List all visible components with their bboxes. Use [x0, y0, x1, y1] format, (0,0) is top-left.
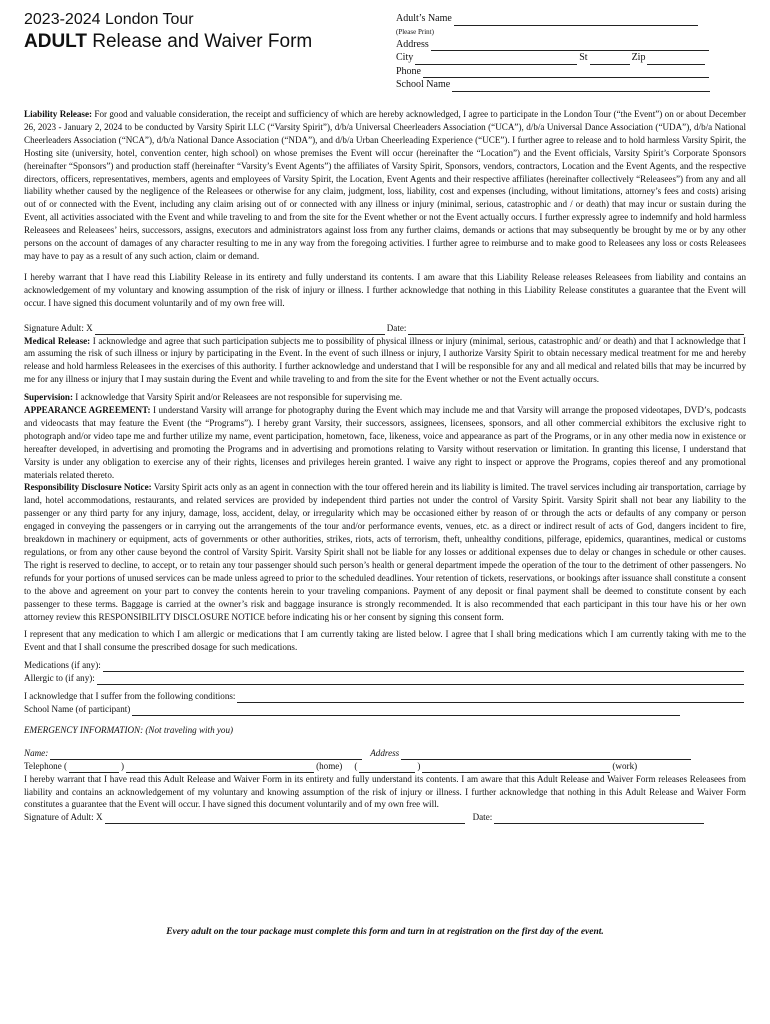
liability-heading: Liability Release:	[24, 109, 93, 119]
conditions-field[interactable]	[237, 693, 744, 703]
liability-release	[24, 108, 746, 263]
work-phone-field[interactable]	[422, 763, 610, 773]
school-participant-label: School Name (of participant)	[24, 703, 131, 714]
zip-field[interactable]	[647, 54, 705, 65]
emergency-name-label: Name:	[24, 747, 49, 758]
form-title-rest: Release and Waiver Form	[86, 31, 313, 52]
supervision-heading: Supervision:	[24, 392, 74, 403]
phone-label: Phone	[396, 65, 421, 77]
school-name-row	[396, 78, 726, 92]
allergic-label: Allergic to (if any):	[24, 673, 95, 684]
medications-field[interactable]	[103, 662, 744, 672]
form-body	[24, 108, 746, 824]
city-row	[396, 51, 726, 65]
allergic-row	[24, 672, 746, 685]
emergency-address-field[interactable]	[401, 750, 691, 760]
home-area-code-field[interactable]	[69, 763, 119, 773]
responsibility-heading: Responsibility Disclosure Notice:	[24, 482, 152, 493]
conditions-row	[24, 690, 746, 703]
medical-text: I acknowledge and agree that such participation subjects me to possibility of physical illness or injury (minimal, serious, catastrophic and/ or death) and that I acknowledge that I am assuming the risk of such illness or injury by participating in the Event. In the event of such illness or injury, I authorize Varsity Spirit to obtain necessary medical treatment for me and hereby release and hold harmless Releasees in the exercises of this authority. I further acknowledge and understand that I will be responsible for any and all medical and related bills that may be incurred by me for any illness or injury that I may sustain during the Event and while traveling to and from the site for the Event whether or not the Event actually occurs.	[24, 335, 746, 385]
address-row	[396, 38, 726, 52]
home-label: (home)	[316, 760, 343, 771]
emergency-name-field[interactable]	[50, 750, 362, 760]
warrant-paragraph-2: I hereby warrant that I have read this Adult Release and Waiver Form in its entirety and fully understand its contents. I am aware that this Adult Release and Waiver Form releases Releasees from liability and contains an acknowledgement of my voluntary and knowing assumption of the risk of injury or illness. I further acknowledge that nothing in this Adult Release and Waiver Form constitutes a guarantee that the Event will occur. I have signed this document voluntarily and of my own free will.	[24, 773, 746, 810]
supervision-text: I acknowledge that Varsity Spirit and/or Releasees are not responsible for supervising me.	[73, 392, 403, 403]
appearance-text: I understand Varsity will arrange for photography during the Event which may include me and that Varsity will arrange the proposed videotapes, DVD’s, podcasts and videocasts that may feature the Event (the “Programs”). I hereby grant Varsity, their successors, assignees, licensees, sponsors, and all other commercial exhibitors the exclusive right to photograph and/or video tape me and further utilize my name, event participation, hometown, face, likeness, voice and appearance as part of the Programs, or in any other media now in existence or hereafter developed, in advertising and promoting the Programs and in advertising and promotions relating to Varsity without reservation or limitation. In granting this license, I understand that Varsity is under any obligation to exercise any of their rights, licenses and privileges herein granted. I waive any right to inspect or approve the Programs, copies thereof and any promotional materials related thereto.	[24, 405, 747, 480]
please-print-note: (Please Print)	[396, 27, 434, 36]
liability-text: For good and valuable consideration, the receipt and sufficiency of which are hereby acknowledged, I agree to participate in the London Tour (“the Event”) on or about December 26, 2023 - January 2, 2024 to be conducted by Varsity Spirit LLC (“Varsity Spirit”), d/b/a Universal Cheerleaders Association (“UCA”), d/b/a Universal Dance Association (“UDA”), d/b/a National Cheerleaders Association (“NCA”), d/b/a National Dance Association (“NDA”), and d/b/a Urban Cheerleading Experience (“UCE”). I further agree to release and to hold harmless Varsity Spirit, the Hosting site (university, hotel, convention center, high school) on whose premises the Event will occur (hereinafter the “Location”) and the Event officials, Varsity Spirit’s Corporate Sponsors (hereinafter “Sponsors”) and production staff (hereinafter “Varsity’s Event Agents”) the affiliates of Varsity Spirit, Sponsors, vendors, contractors, Location and the Event Agents, and the respective directors, officers, representatives, members, agents and employees of Varsity Spirit, the Location, Event Agents and their respective affiliates (hereinafter collectively “Releasees”) from any and all liability whether caused by the negligence of the Releasees or otherwise for any claim, judgment, loss, liability, cost and expenses (including, without limitations, attorney’s fees and costs) arising out of or connected with the Event, including any claim arising out of or connected with any illness or injury (minimal, serious, catastrophic and / or death) that may incur or sustain during the Event, all activities associated with the Event and while traveling to and from the site for the Event whether or not the Event actually occurs. I further expressly agree to indemnify and hold harmless Releasees and Releasees’ heirs, successors, assigns, executors and administrators against loss from any further claims, demands or actions that may subsequently be brought by me or by any other persons on the account of damages of any character resulting to me in any way from the foregoing activities. I further agree to reimburse and to make good to Releasees any loss or costs Releasees may have to pay as a result of any such action, claim or demand.	[24, 109, 746, 261]
date-label-1: Date:	[386, 322, 407, 333]
work-label: (work)	[612, 760, 638, 771]
work-area-code-field[interactable]	[359, 763, 415, 773]
telephone-label: Telephone (	[24, 760, 68, 771]
form-title	[24, 30, 364, 54]
phone-row	[396, 65, 726, 79]
adult-name-field[interactable]	[454, 15, 698, 26]
tour-title: 2023-2024 London Tour	[24, 11, 194, 28]
signature-field-2[interactable]	[105, 814, 465, 824]
school-name-field[interactable]	[452, 81, 710, 92]
paren-close-1: )	[121, 760, 125, 771]
date-field-1[interactable]	[408, 325, 744, 335]
school-name-label: School Name	[396, 79, 451, 90]
please-print-row	[396, 26, 726, 38]
date-label-2: Date:	[472, 812, 493, 823]
telephone-row	[24, 760, 746, 773]
adult-name-label: Adult’s Name	[396, 13, 452, 24]
signature-row-1	[24, 322, 746, 335]
signature-row-2	[24, 811, 746, 824]
supervision	[24, 391, 746, 404]
state-field[interactable]	[590, 54, 630, 65]
signature-field-1[interactable]	[95, 325, 385, 335]
state-label: St	[579, 52, 588, 63]
city-label: City	[396, 52, 414, 63]
emergency-address-label: Address	[370, 747, 400, 758]
paren-close-2: )	[417, 760, 421, 771]
city-field[interactable]	[415, 54, 577, 65]
home-phone-field[interactable]	[126, 763, 314, 773]
medications-label: Medications (if any):	[24, 660, 101, 671]
phone-field[interactable]	[423, 67, 709, 78]
address-block	[396, 12, 726, 92]
emergency-heading: EMERGENCY INFORMATION: (Not traveling with you)	[24, 724, 234, 735]
form-title-bold: ADULT	[24, 31, 87, 52]
address-field[interactable]	[431, 40, 709, 51]
appearance-heading: APPEARANCE AGREEMENT:	[24, 405, 151, 416]
school-participant-row	[24, 703, 746, 716]
medical-release	[24, 335, 746, 387]
address-label: Address	[396, 38, 429, 50]
allergic-field[interactable]	[97, 675, 744, 685]
footer-note: Every adult on the tour package must complete this form and turn in at registration on the first day of the event.	[166, 927, 604, 937]
appearance-agreement	[24, 404, 746, 481]
zip-label: Zip	[631, 52, 646, 63]
adult-name-row	[396, 12, 726, 26]
school-participant-field[interactable]	[132, 706, 680, 716]
responsibility-disclosure	[24, 481, 746, 623]
date-field-2[interactable]	[494, 814, 704, 824]
signature-label-1: Signature Adult: X	[24, 322, 93, 333]
signature-label-2: Signature of Adult: X	[24, 812, 103, 823]
warrant-paragraph-1: I hereby warrant that I have read this Liability Release in its entirety and fully understand its contents. I am aware that this Liability Release releases Releasees from liability and contains an acknowledgement of my voluntary and knowing assumption of the risk of injury or illness. I further acknowledge that nothing in this Liability Release constitutes a guarantee that the Event will occur. I have signed this document voluntarily and of my own free will.	[24, 271, 746, 308]
emergency-name-row	[24, 747, 746, 760]
conditions-label: I acknowledge that I suffer from the following conditions:	[24, 691, 236, 702]
paren-open-2: (	[354, 760, 358, 771]
responsibility-text: Varsity Spirit acts only as an agent in connection with the tour offered herein and its liability is limited. The travel services including air transportation, carriage by land, hotel accommodations, restaurants, and related services are provided by independent third parties not under the control of Varsity Spirit. Varsity Spirit shall not bear any liability to the passenger or any third party for any injury, damage, loss, accident, delay, or irregularity which may be occasioned either by reason of or through the acts or defaults of any company or person engaged in conveying the passengers or in carrying out the arrangements of the tour and/or performance events, venues, etc. as a direct or indirect result of acts of God, dangers incident to fire, breakdown in machinery or equipment, acts of governments or other authorities, strikes, riots, acts of terrorism, theft, unhealthy conditions, pilferage, epidemics, quarantines, medical or customs regulations, or from any other cause beyond the control of Varsity Spirit. Varsity Spirit shall not be liable for any losses or additional expenses due to delay or changes in schedule or other causes. The right is reserved to decline, to accept, or to retain any tour passenger should such person’s health or general department impede the operation of the tour to the detriment of other passengers. No refunds for your portions of unused services can be made unless agreed to prior to the scheduled deadlines. Your retention of tickets, reservations, or bookings after issuance shall constitute a consent to the above and agreement on your part to convey the contents herein to your traveling companions. Payment of any deposit or final payment shall be deemed to constitute consent by each passenger to these terms. Baggage is carried at the owner’s risk and baggage insurance is strongly recommended. It is also recommended that each participant in this tour have his or her own attorney review this RESPONSIBILITY DISCLOSURE NOTICE before indicating his or her consent by signing this consent form.	[24, 482, 746, 622]
medications-row	[24, 659, 746, 672]
medical-heading: Medical Release:	[24, 335, 91, 346]
medication-paragraph: I represent that any medication to which I am allergic or medications that I am currently taking are listed below. I agree that I shall bring medications which I am currently taking with me to the Event and that I shall consume the prescribed dosage for such medications.	[24, 629, 746, 653]
form-header	[24, 10, 364, 54]
